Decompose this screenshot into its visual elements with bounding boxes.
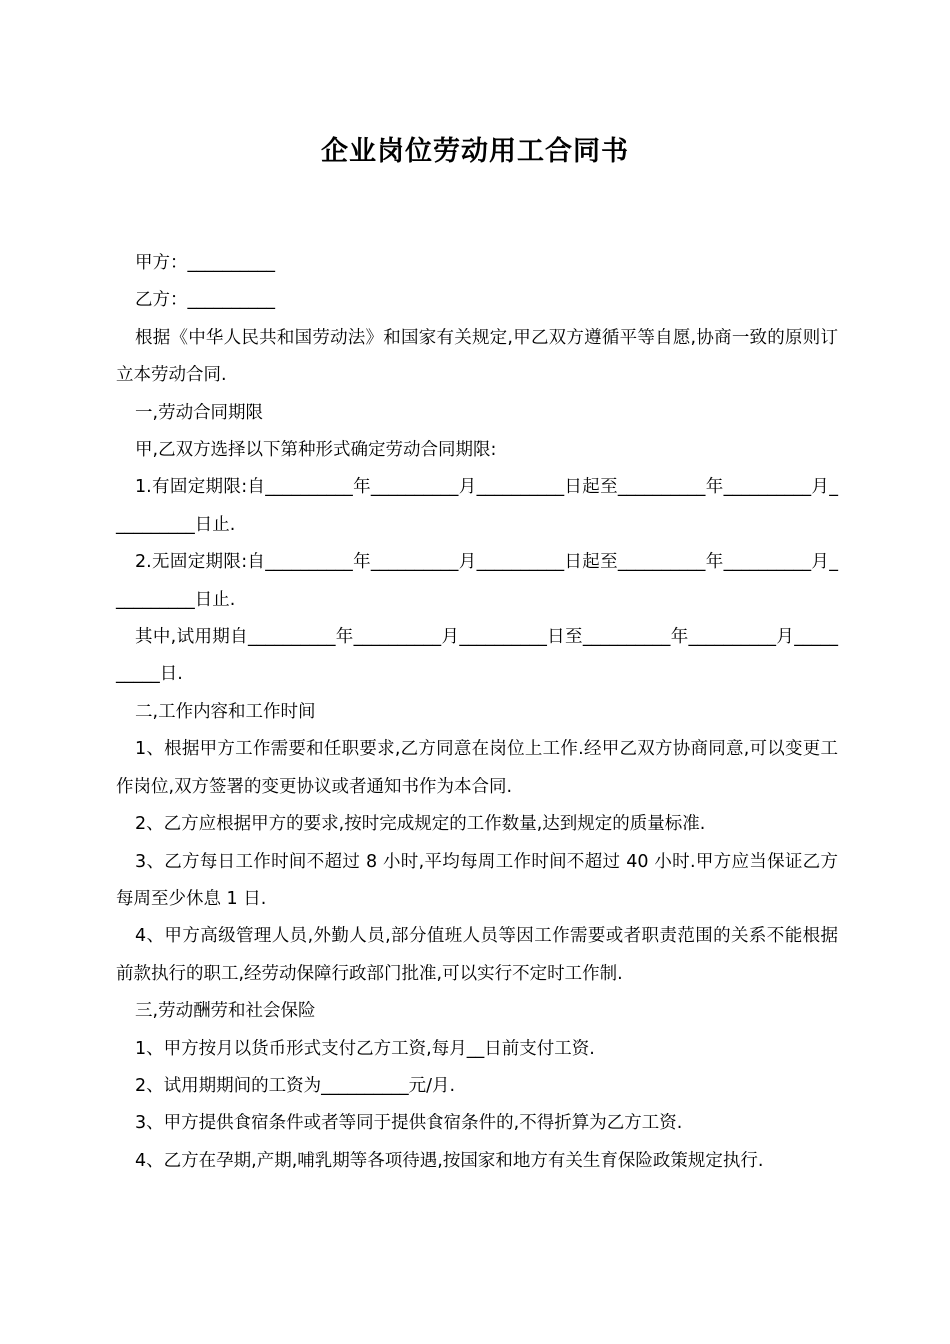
work-clause-3: 3、乙方每日工作时间不超过 8 小时,平均每周工作时间不超过 40 小时.甲方应当保证乙方每周至少休息 1 日. [116,851,838,909]
party-b-line: 乙方：__________ [135,290,275,311]
work-clause-4: 4、甲方高级管理人员,外勤人员,部分值班人员等因工作需要或者职责范围的关系不能根据前款执行的职工,经劳动保障行政部门批准,可以实行不定时工作制. [116,926,838,984]
pay-clause-3: 3、甲方提供食宿条件或者等同于提供食宿条件的,不得折算为乙方工资. [135,1113,683,1134]
work-clause-2: 2、乙方应根据甲方的要求,按时完成规定的工作数量,达到规定的质量标准. [135,814,706,835]
pay-clause-2: 2、试用期期间的工资为__________元/月. [135,1075,456,1096]
work-clause-1: 1、根据甲方工作需要和任职要求,乙方同意在岗位上工作.经甲乙双方协商同意,可以变更工作岗位,双方签署的变更协议或者通知书作为本合同. [116,739,838,797]
document-title: 企业岗位劳动用工合同书 [321,136,629,167]
pay-clause-1: 1、甲方按月以货币形式支付乙方工资,每月__日前支付工资. [135,1038,595,1059]
fixed-term-clause: 1.有固定期限:自__________年__________月__________日起至__________年__________月__________日止. [116,477,838,535]
probation-clause: 其中,试用期自__________年__________月__________日至__________年__________月__________日. [116,627,838,685]
open-term-clause: 2.无固定期限:自__________年__________月__________日起至__________年__________月__________日止. [116,552,838,610]
pay-clause-4: 4、乙方在孕期,产期,哺乳期等各项待遇,按国家和地方有关生育保险政策规定执行. [135,1150,764,1171]
section-heading-work: 二,工作内容和工作时间 [135,701,316,722]
document-body [116,245,838,1180]
party-a-line: 甲方：__________ [135,253,275,273]
preamble-paragraph: 根据《中华人民共和国劳动法》和国家有关规定,甲乙双方遵循平等自愿,协商一致的原则订立本劳动合同. [116,327,838,386]
section-heading-pay: 三,劳动酬劳和社会保险 [135,1001,316,1022]
section-heading-term: 一,劳动合同期限 [135,402,264,423]
term-intro-paragraph: 甲,乙双方选择以下第种形式确定劳动合同期限: [135,440,497,461]
